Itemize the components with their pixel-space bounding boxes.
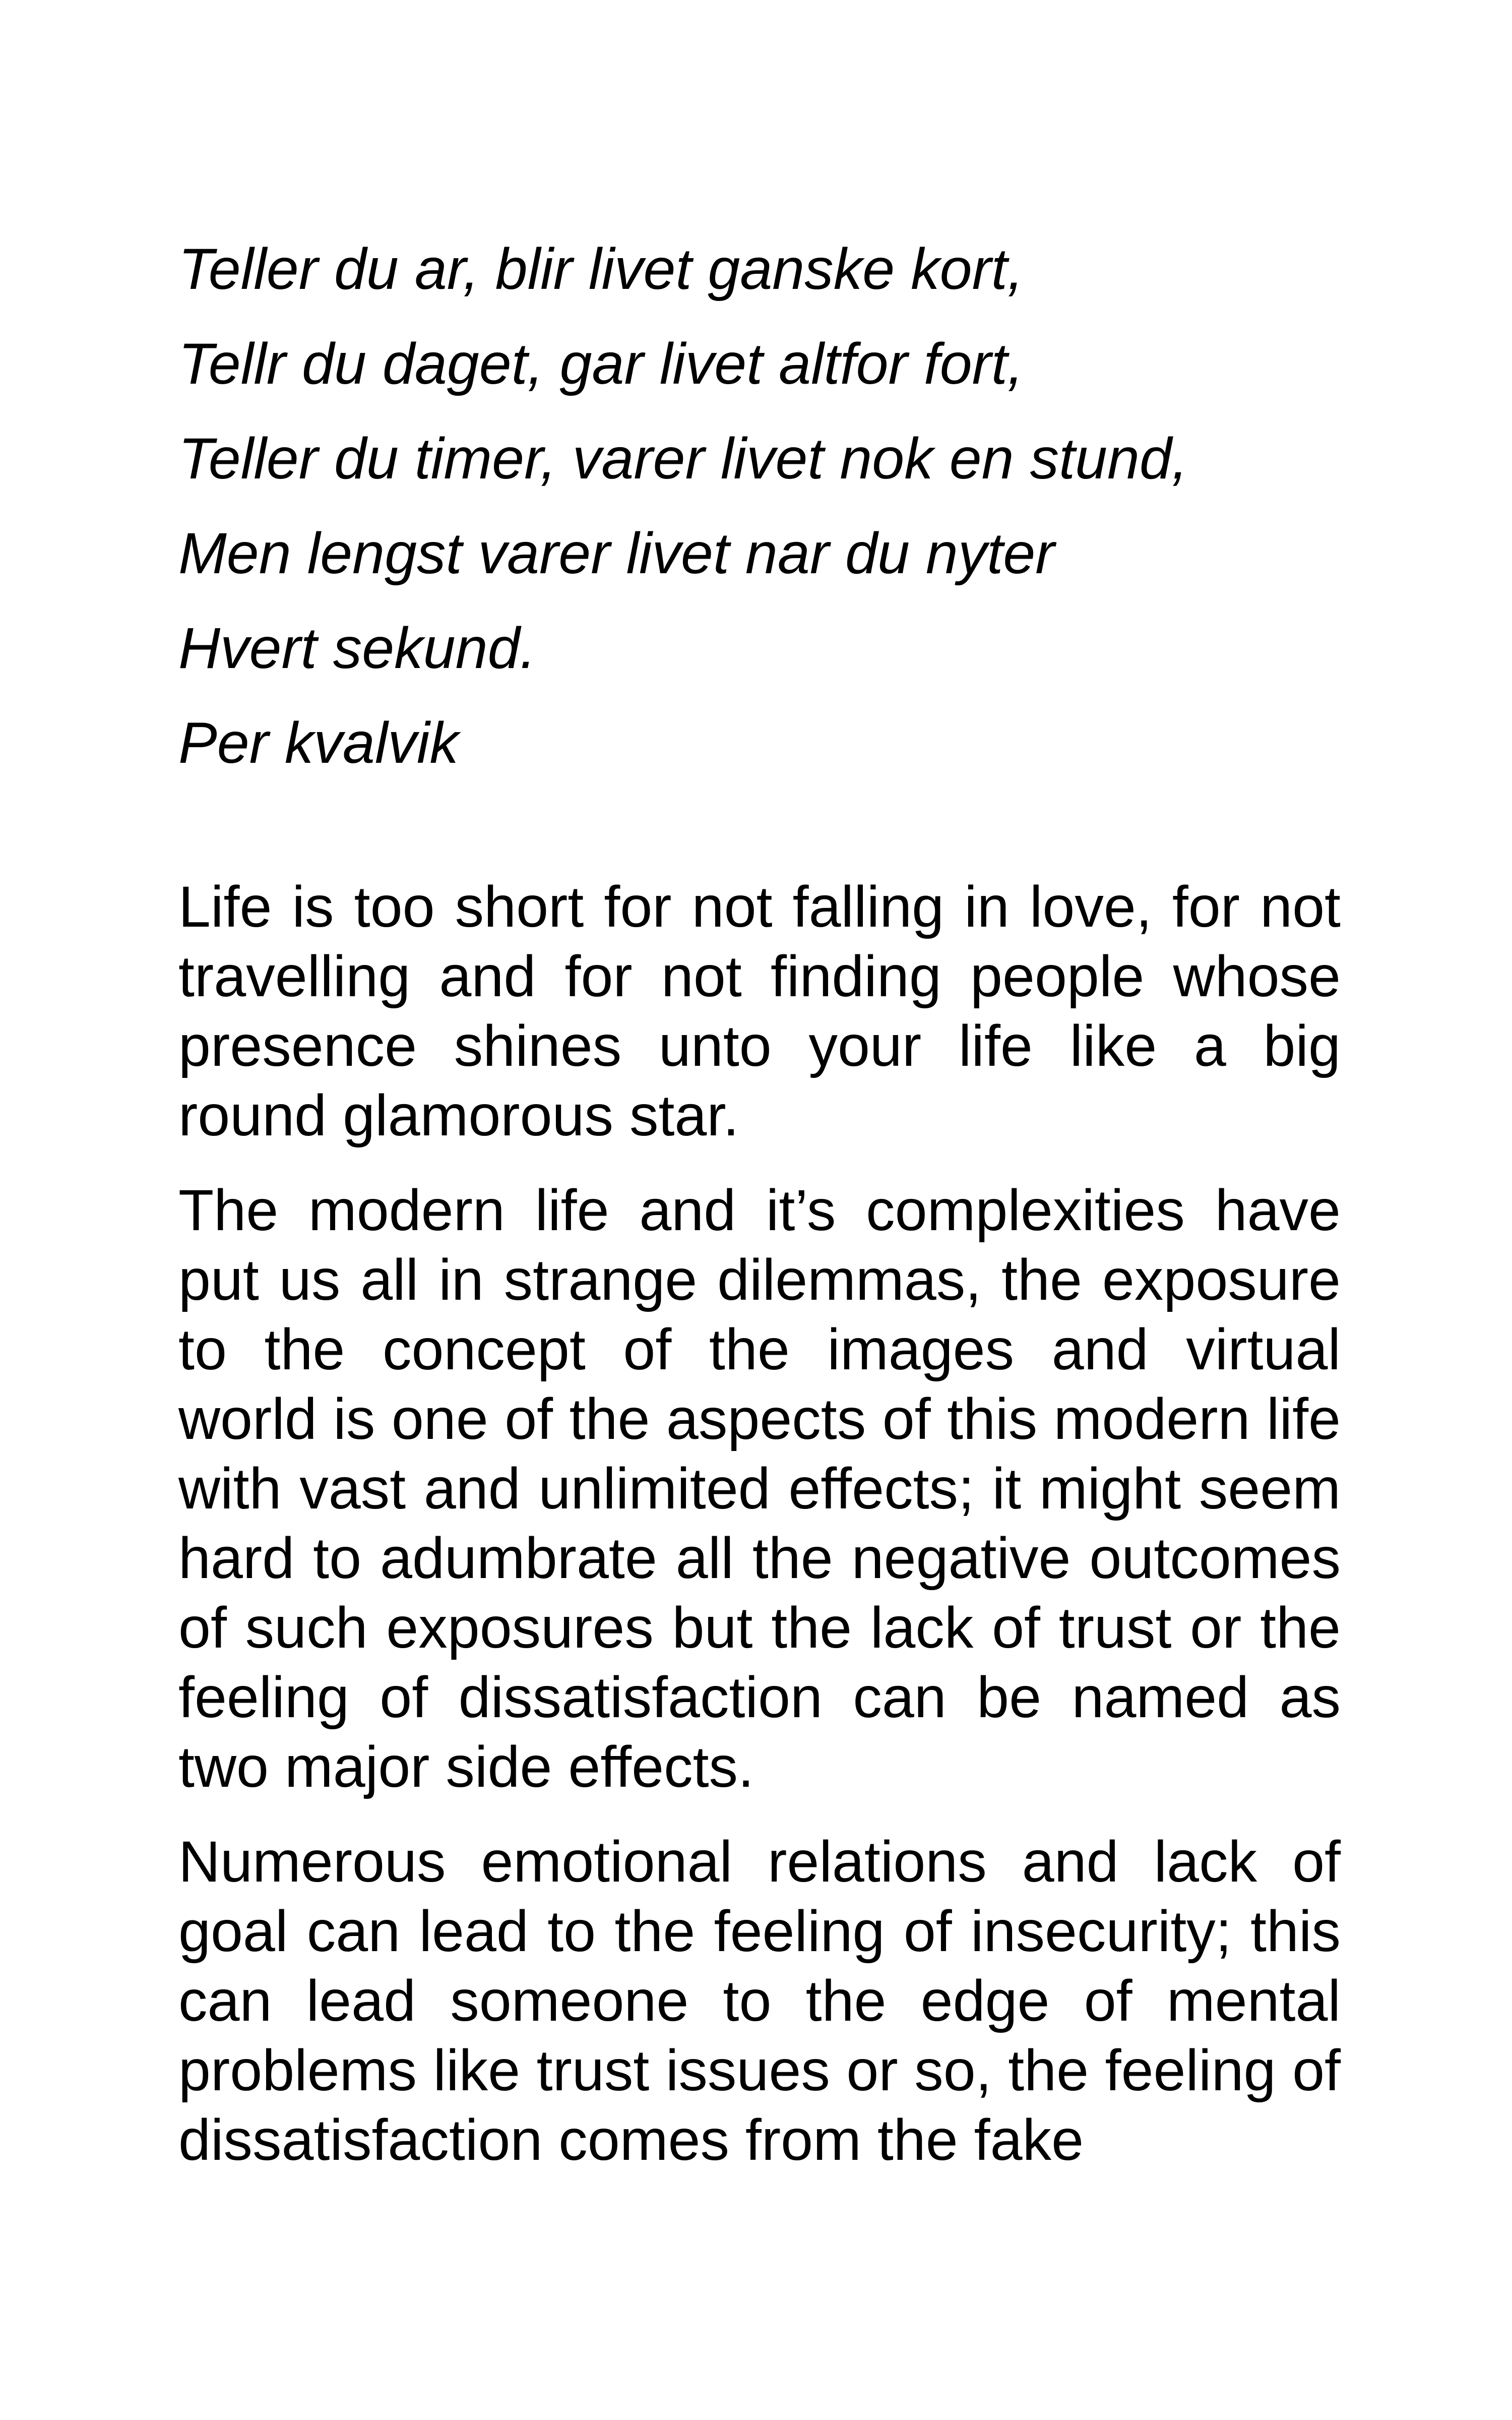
prose-block [178, 872, 1341, 2200]
poem-line: Tellr du daget, gar livet altfor fort, [178, 332, 1024, 396]
paragraph: Life is too short for not falling in love, for not travelling and for not finding people whose presence shines unto your life like a big round glamorous star. [178, 875, 1341, 1148]
paragraph: The modern life and it’s complexities have put us all in strange dilemmas, the exposure to the concept of the images and virtual world is one of the aspects of this modern life with vast and unlimited effects; it might seem hard to adumbrate all the negative outcomes of such exposures but the lack of trust or the feeling of dissatisfaction can be named as two major side effects. [178, 1178, 1341, 1799]
poem-line: Teller du ar, blir livet ganske kort, [178, 237, 1024, 301]
paragraph: Numerous emotional relations and lack of goal can lead to the feeling of insecurity; this can lead someone to the edge of mental problems like trust issues or so, the feeling of dissatisfaction comes from the fake [178, 1830, 1341, 2172]
poem-block [178, 222, 1338, 791]
poem-line: Hvert sekund. [178, 616, 536, 681]
poem-author: Per kvalvik [178, 711, 459, 775]
poem-line: Teller du timer, varer livet nok en stund, [178, 427, 1188, 491]
poem-line: Men lengst varer livet nar du nyter [178, 521, 1055, 586]
